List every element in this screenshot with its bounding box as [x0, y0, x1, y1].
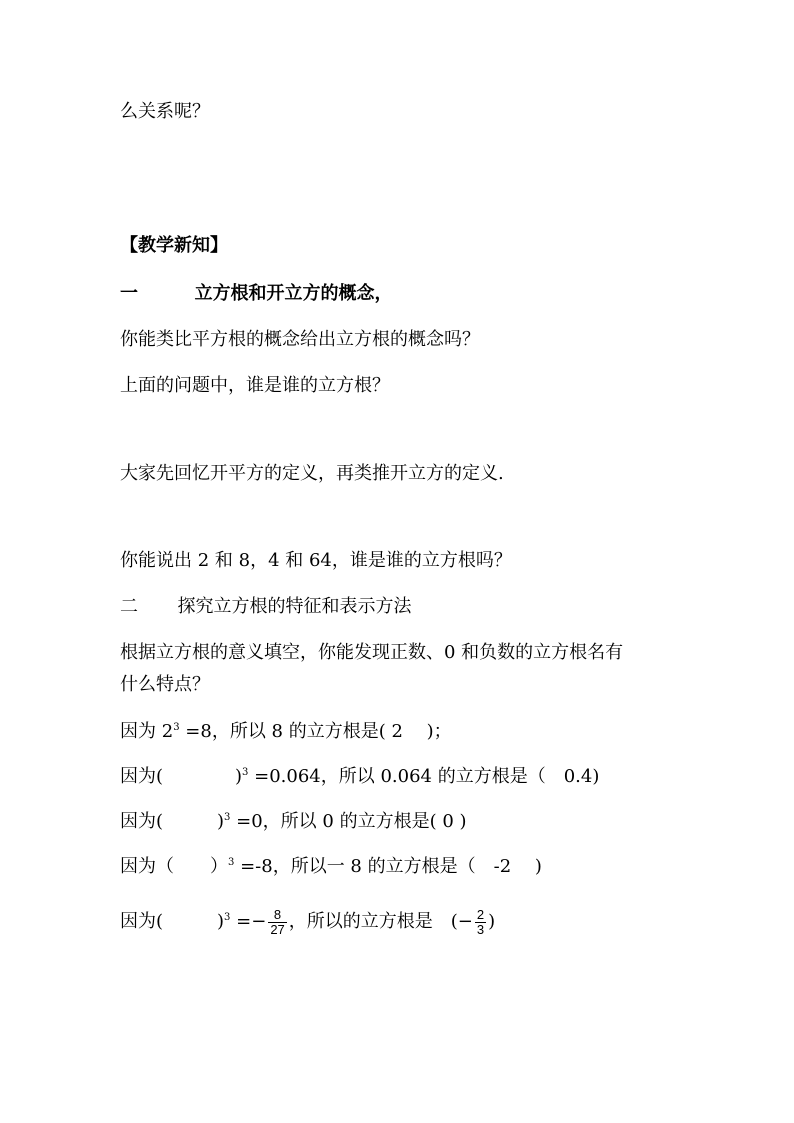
part1-number: 一: [120, 283, 138, 304]
fraction-numerator: 2: [476, 906, 485, 922]
eq5-equals: =−: [230, 911, 267, 932]
eq1-suffix: =8，所以 8 的立方根是( 2 )；: [179, 721, 452, 742]
eq2-suffix: =0.064，所以 0.064 的立方根是（ 0.4): [248, 766, 600, 787]
fraction-denominator: 27: [270, 921, 285, 937]
eq3-prefix: 因为( ): [120, 811, 225, 832]
eq3-suffix: =0，所以 0 的立方根是( 0 ): [230, 811, 467, 832]
intro-line-2: 什么特点？: [120, 674, 210, 695]
continuation-text: 么关系呢？: [120, 101, 210, 122]
question-2: 上面的问题中，谁是谁的立方根？: [120, 375, 390, 396]
equation-4: [120, 855, 542, 879]
question-1: 你能类比平方根的概念给出立方根的概念吗？: [120, 329, 480, 350]
part2-number: 二: [120, 596, 138, 617]
eq5-middle: ，所以的立方根是 (−: [288, 911, 473, 932]
eq2-prefix: 因为( ): [120, 766, 243, 787]
fraction-8-27: [268, 908, 286, 937]
eq3-exponent: 3: [224, 812, 231, 823]
eq5-prefix: 因为( ): [120, 911, 225, 932]
section-heading: 【教学新知】: [120, 235, 228, 256]
part1-heading: [120, 282, 393, 306]
eq2-exponent: 3: [242, 767, 249, 778]
equation-5: [120, 900, 495, 944]
part1-title: 立方根和开立方的概念，: [194, 283, 393, 304]
eq5-exponent: 3: [224, 912, 231, 923]
eq4-exponent: 3: [228, 857, 235, 868]
fraction-denominator: 3: [476, 921, 485, 937]
part2-title: 探究立方根的特征和表示方法: [177, 596, 412, 617]
eq1-exponent: 3: [173, 722, 180, 733]
intro-line-1: 根据立方根的意义填空，你能发现正数、0 和负数的立方根名有: [120, 642, 624, 663]
equation-3: [120, 810, 467, 834]
eq4-prefix: 因为（ ）: [120, 856, 228, 877]
question-3: 你能说出 2 和 8，4 和 64，谁是谁的立方根吗？: [120, 550, 512, 571]
eq5-close: ): [488, 911, 496, 932]
equation-1: [120, 720, 452, 744]
part2-heading: [120, 595, 411, 619]
eq1-prefix: 因为 2: [120, 721, 174, 742]
fraction-numerator: 8: [268, 908, 286, 923]
hint-text: 大家先回忆开平方的定义，再类推开立方的定义.: [120, 463, 504, 484]
equation-2: [120, 765, 599, 789]
eq4-suffix: =-8，所以一 8 的立方根是（ -2 ): [234, 856, 542, 877]
fraction-2-3: [475, 908, 486, 937]
